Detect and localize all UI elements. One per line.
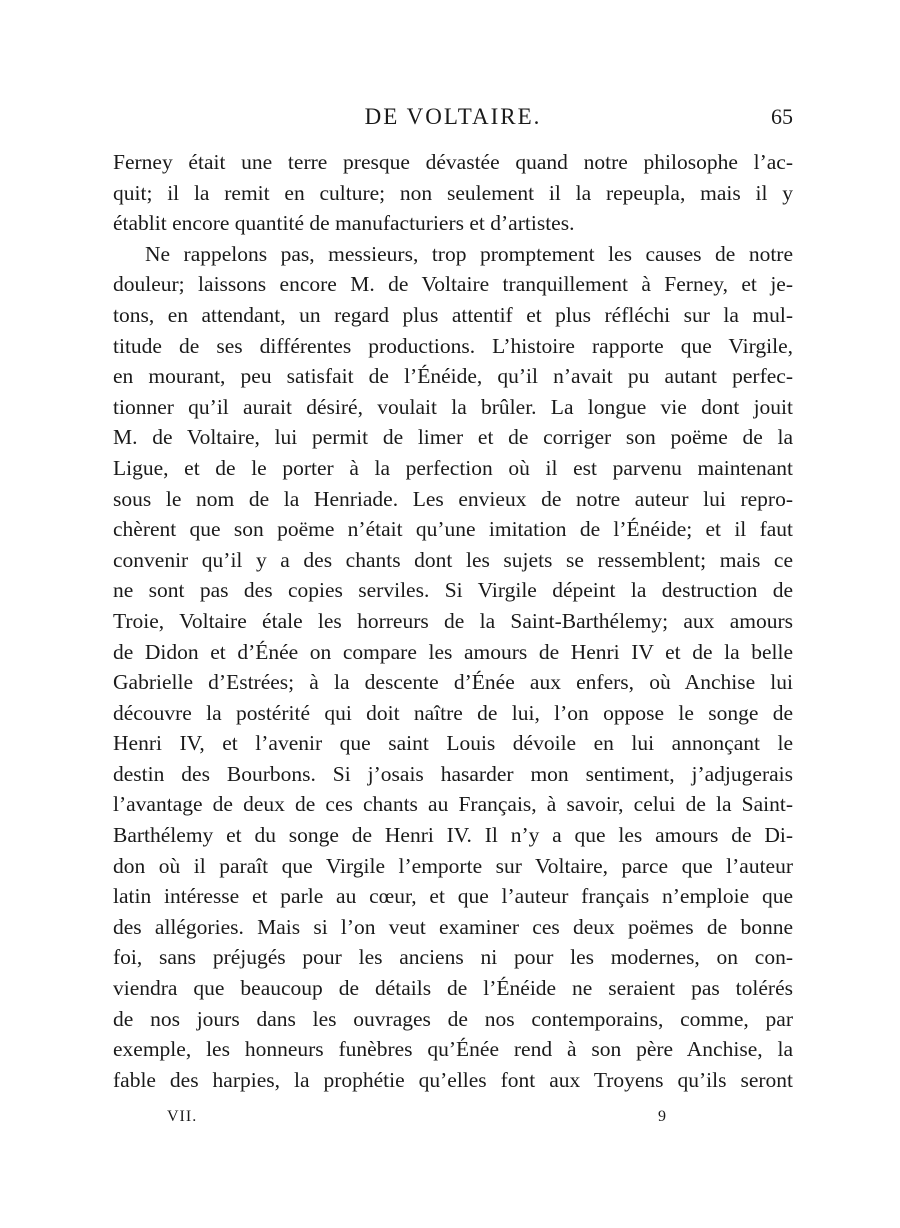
text-line: douleur; laissons encore M. de Voltaire tranquillement à Ferney, et je-: [113, 272, 793, 297]
text-line: l’avantage de deux de ces chants au Français, à savoir, celui de la Saint-: [113, 792, 793, 817]
page-footer: [113, 1108, 793, 1132]
text-line: foi, sans préjugés pour les anciens ni pour les modernes, on con-: [113, 945, 793, 970]
text-line: convenir qu’il y a des chants dont les sujets se ressemblent; mais ce: [113, 547, 793, 572]
text-line: titude de ses différentes productions. L’histoire rapporte que Virgile,: [113, 333, 793, 358]
running-head: [113, 104, 793, 136]
sheet-number: 9: [658, 1108, 666, 1125]
text-line: fable des harpies, la prophétie qu’elles font aux Troyens qu’ils seront: [113, 1067, 793, 1092]
text-line: tons, en attendant, un regard plus attentif et plus réfléchi sur la mul-: [113, 302, 793, 327]
text-line: chèrent que son poëme n’était qu’une imitation de l’Énéide; et il faut: [113, 517, 793, 542]
page-number: 65: [771, 104, 793, 129]
text-line: de Didon et d’Énée on compare les amours de Henri IV et de la belle: [113, 639, 793, 664]
text-line: quit; il la remit en culture; non seulement il la repeupla, mais il y: [113, 180, 793, 205]
text-line: ne sont pas des copies serviles. Si Virgile dépeint la destruction de: [113, 578, 793, 603]
text-line: destin des Bourbons. Si j’osais hasarder mon sentiment, j’adjugerais: [113, 761, 793, 786]
running-title: DE VOLTAIRE.: [364, 104, 542, 129]
text-line: en mourant, peu satisfait de l’Énéide, qu’il n’avait pu autant perfec-: [113, 364, 793, 389]
text-line: découvre la postérité qui doit naître de lui, l’on oppose le songe de: [113, 700, 793, 725]
text-line: latin intéresse et parle au cœur, et que l’auteur français n’emploie que: [113, 884, 793, 909]
text-line: Ferney était une terre presque dévastée quand notre philosophe l’ac-: [113, 150, 793, 174]
text-line: établit encore quantité de manufacturiers et d’artistes.: [113, 211, 575, 236]
text-line: exemple, les honneurs funèbres qu’Énée rend à son père Anchise, la: [113, 1037, 793, 1062]
text-line: Gabrielle d’Estrées; à la descente d’Énée aux enfers, où Anchise lui: [113, 670, 793, 695]
text-line: Ligue, et de le porter à la perfection où il est parvenu maintenant: [113, 455, 793, 480]
text-line: M. de Voltaire, lui permit de limer et de corriger son poëme de la: [113, 425, 793, 450]
text-line: Barthélemy et du songe de Henri IV. Il n’y a que les amours de Di-: [113, 823, 793, 848]
body-text: [113, 147, 793, 1095]
text-line: sous le nom de la Henriade. Les envieux de notre auteur lui repro-: [113, 486, 793, 511]
text-line: Troie, Voltaire étale les horreurs de la Saint-Barthélemy; aux amours: [113, 608, 793, 633]
signature-mark: VII.: [167, 1108, 198, 1125]
text-line: de nos jours dans les ouvrages de nos contemporains, comme, par: [113, 1006, 793, 1031]
paragraph-first-line: Ne rappelons pas, messieurs, trop promptement les causes de notre: [145, 241, 793, 266]
text-line: des allégories. Mais si l’on veut examiner ces deux poëmes de bonne: [113, 914, 793, 939]
text-line: tionner qu’il aurait désiré, voulait la brûler. La longue vie dont jouit: [113, 394, 793, 419]
text-line: don où il paraît que Virgile l’emporte sur Voltaire, parce que l’auteur: [113, 853, 793, 878]
text-line: viendra que beaucoup de détails de l’Énéide ne seraient pas tolérés: [113, 976, 793, 1001]
text-line: Henri IV, et l’avenir que saint Louis dévoile en lui annonçant le: [113, 731, 793, 756]
